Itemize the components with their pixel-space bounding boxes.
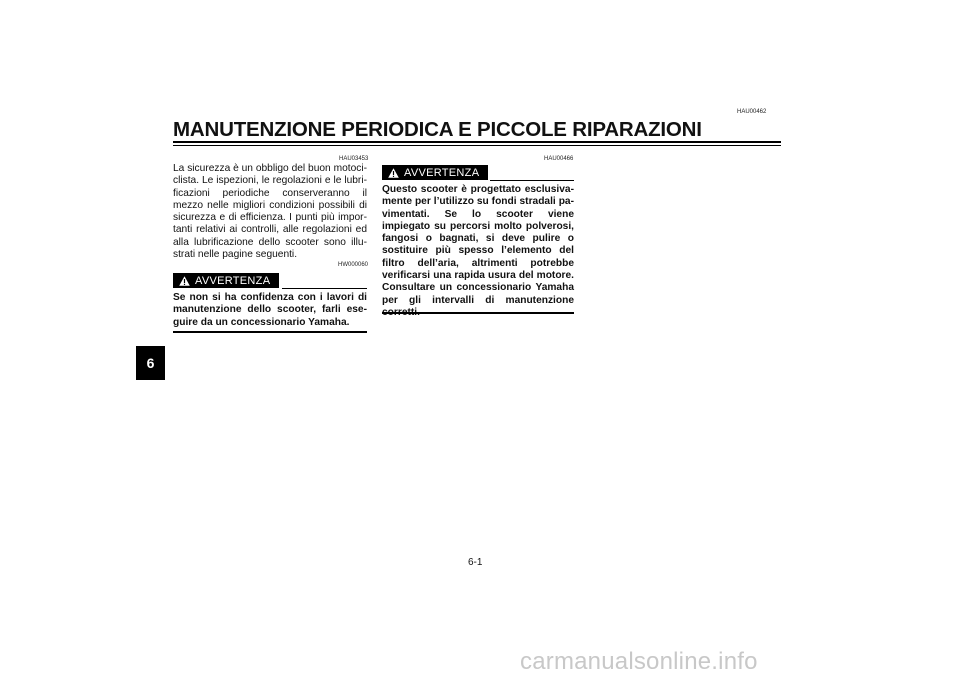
warning-code: HW000060 [338,262,369,268]
warning-text-right: Questo scooter è progettato esclusivamente per l’utilizzo su fondi stradali pavimentati. Se lo scooter viene impiegato su percorsi molto polverosi, fangosi o bagnati, si deve pulire o sostituire più spesso l’elemento del filtro dell’aria, altrimenti potrebbe verificarsi una rapida usura del motore. Consultare un concessionario Yamaha per gli intervalli di manutenzione [382,184,574,306]
page-number: 6-1 [468,557,483,568]
chapter-tab [136,346,165,380]
warning-text: Se non si ha confidenza con i lavori di manutenzione dello scooter, farli eseguire da un concessionario Yamaha. [173,292,367,328]
title-rule-thin [173,145,781,146]
warning-line-right [490,180,574,181]
chapter-number: 6 [146,355,155,371]
warning-label-right: AVVERTENZA [404,166,480,179]
page-title: MANUTENZIONE PERIODICA E PICCOLE RIPARAZIONI [173,118,702,141]
warning-badge-right [382,165,488,180]
warning-triangle-icon [388,168,399,178]
section-code: HAU03453 [339,156,369,162]
warning-end-rule [173,331,367,333]
title-rule [173,141,781,143]
watermark: carmanualsonline.info [520,648,758,675]
section-code-right: HAU00466 [544,156,574,162]
warning-label: AVVERTENZA [195,274,271,287]
warning-line [282,288,367,289]
intro-paragraph: La sicurezza è un obbligo del buon motociclista. Le ispezioni, le regolazioni e le lubrificazioni periodiche conserveranno il mezzo nelle migliori condizioni possibili di sicurezza e di efficienza. I punti più importanti relativi ai controlli, alle regolazioni ed alla lubrificazione dello scooter sono illustrati nelle pagine seguenti. [173,163,367,261]
warning-triangle-icon [179,276,190,286]
warning-end-rule-right [382,312,574,314]
header-code: HAU00462 [737,109,767,115]
warning-badge [173,273,279,288]
